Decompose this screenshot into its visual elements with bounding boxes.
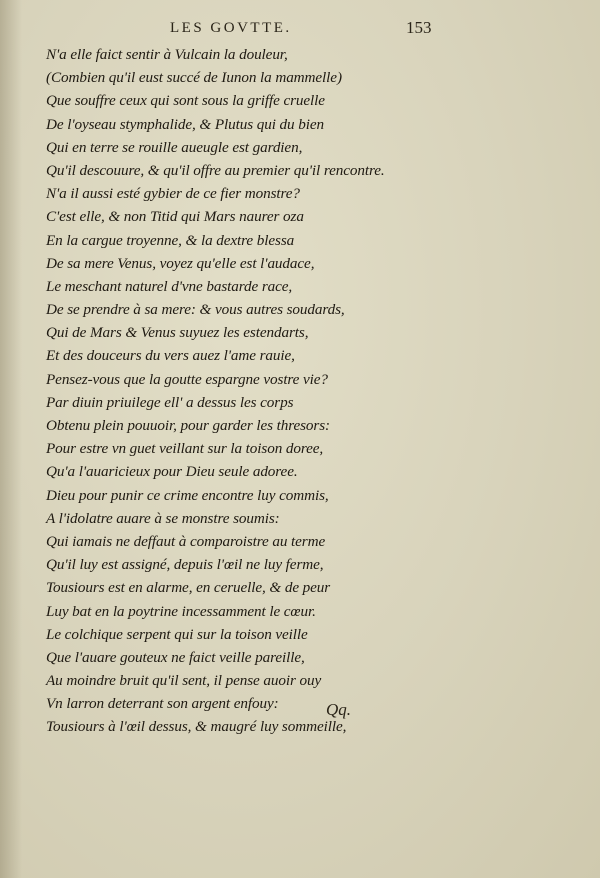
- verse-line: Par diuin priuilege ell' a dessus les corps: [46, 393, 294, 411]
- verse-line: Dieu pour punir ce crime encontre luy commis,: [46, 486, 329, 504]
- page-header: [0, 16, 600, 40]
- verse-line: De sa mere Venus, voyez qu'elle est l'audace,: [46, 254, 315, 272]
- gutter-shadow: [0, 0, 22, 878]
- verse-line: De l'oyseau stymphalide, & Plutus qui du bien: [46, 115, 324, 133]
- verse-line: Au moindre bruit qu'il sent, il pense auoir ouy: [46, 672, 322, 690]
- verse-line: C'est elle, & non Titid qui Mars naurer oza: [46, 208, 304, 226]
- verse-line: Qui iamais ne deffaut à comparoistre au terme: [46, 532, 326, 550]
- verse-block: [46, 43, 426, 739]
- verse-line: Que l'auare gouteux ne faict veille pareille,: [46, 648, 305, 666]
- verse-line: Tousiours à l'œil dessus, & maugré luy sommeille,: [46, 718, 347, 736]
- running-head: LES GOVTTE.: [170, 20, 292, 36]
- verse-line: N'a il aussi esté gybier de ce fier monstre?: [46, 185, 300, 203]
- verse-line: Le meschant naturel d'vne bastarde race,: [46, 277, 293, 295]
- verse-line: Qu'a l'auaricieux pour Dieu seule adoree.: [46, 463, 298, 481]
- catchword-signature: Qq.: [326, 700, 352, 719]
- verse-line: (Combien qu'il eust succé de Iunon la mammelle): [46, 69, 342, 87]
- verse-line: Le colchique serpent qui sur la toison veille: [46, 625, 308, 643]
- verse-line: Que souffre ceux qui sont sous la griffe cruelle: [46, 92, 325, 110]
- verse-line: Et des douceurs du vers auez l'ame rauie,: [46, 347, 295, 365]
- verse-line: Pensez-vous que la goutte espargne vostre vie?: [46, 370, 328, 388]
- verse-line: Luy bat en la poytrine incessamment le cœur.: [46, 602, 316, 620]
- verse-line: A l'idolatre auare à se monstre soumis:: [46, 509, 280, 527]
- verse-line: Qui en terre se rouille aueugle est gardien,: [46, 138, 303, 156]
- page-number: 153: [406, 18, 432, 37]
- verse-line: Pour estre vn guet veillant sur la toison doree,: [46, 440, 324, 458]
- verse-line: Obtenu plein pouuoir, pour garder les thresors:: [46, 417, 330, 434]
- verse-line: Tousiours est en alarme, en ceruelle, & de peur: [46, 579, 331, 597]
- verse-line: En la cargue troyenne, & la dextre blessa: [46, 231, 295, 249]
- verse-line: Qui de Mars & Venus suyuez les estendarts,: [46, 324, 309, 342]
- verse-line: De se prendre à sa mere: & vous autres soudards,: [46, 301, 345, 319]
- verse-line: N'a elle faict sentir à Vulcain la douleur,: [46, 46, 288, 63]
- verse-line: Qu'il luy est assigné, depuis l'œil ne luy ferme,: [46, 556, 324, 574]
- verse-line: Qu'il descouure, & qu'il offre au premier qu'il rencontre.: [46, 161, 385, 179]
- verse-line: Vn larron deterrant son argent enfouy:: [46, 695, 279, 713]
